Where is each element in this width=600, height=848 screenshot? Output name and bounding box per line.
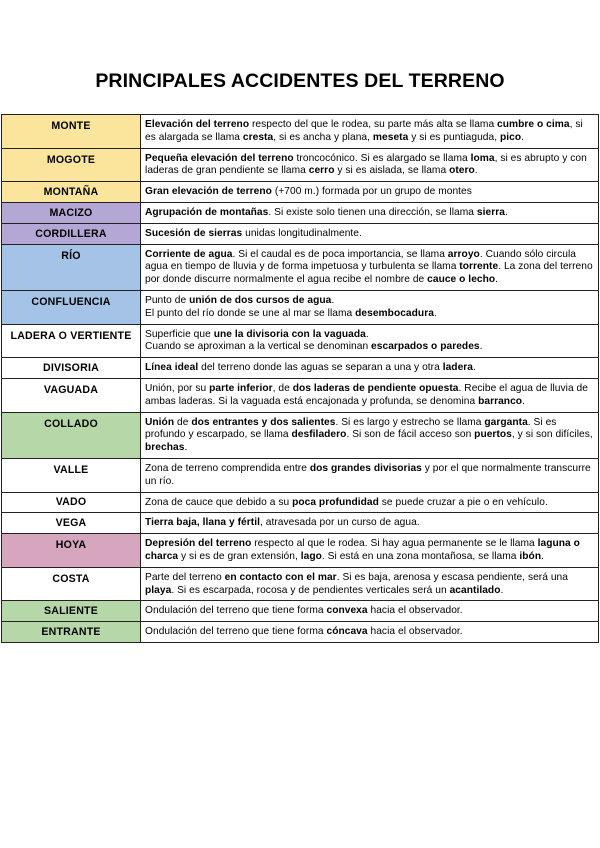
term-cell: CORDILLERA [2, 223, 141, 244]
definition-keyword: Agrupación de montañas [145, 206, 269, 218]
table-row [2, 223, 599, 244]
definition-keyword: desfiladero [291, 429, 347, 441]
definition-keyword: Línea ideal [145, 362, 199, 374]
definition-text: Zona de cauce que debido a su [145, 496, 293, 508]
term-cell: MONTE [2, 115, 141, 149]
definition-keyword: otero [449, 165, 475, 177]
definition-text: , si es ancha y plana, [273, 131, 373, 143]
definition-cell [141, 223, 599, 244]
table-row [2, 412, 599, 458]
definition-keyword: cerro [308, 165, 335, 177]
definition-text: . [365, 328, 369, 340]
definition-text: , si es abrupto y con laderas de gran pendiente se llama [145, 152, 587, 177]
definition-text: del terreno donde las aguas se separan a una y otra [198, 362, 443, 374]
term-cell: MACIZO [2, 202, 141, 223]
table-row [2, 182, 599, 203]
page-title: PRINCIPALES ACCIDENTES DEL TERRENO [95, 70, 505, 92]
definition-keyword: Elevación del terreno [145, 119, 250, 130]
definition-text: , si es alargada se llama [145, 119, 583, 143]
definition-text: . Si el caudal es de poca importancia, se llama [232, 248, 448, 260]
definition-keyword: ibón [519, 550, 542, 562]
definition-cell [141, 458, 599, 492]
definition-cell [141, 115, 599, 149]
definition-text: . [479, 341, 483, 353]
table-row [2, 567, 599, 601]
definition-text: se puede cruzar a pie o en vehículo. [378, 496, 548, 508]
definition-cell [141, 601, 599, 622]
definition-cell [141, 513, 599, 534]
definition-cell [141, 244, 599, 290]
definition-text: y si es aislada, se llama [334, 165, 450, 177]
definition-keyword: Depresión del terreno [145, 538, 252, 550]
definition-keyword: puertos [474, 429, 512, 441]
definition-text: Punto de [145, 294, 190, 306]
definition-text: . [495, 274, 499, 286]
definition-keyword: torrente [459, 261, 499, 273]
definition-text: . [500, 584, 504, 596]
definition-keyword: pico [500, 131, 522, 143]
definition-keyword: lago [300, 550, 322, 562]
term-cell: HOYA [2, 534, 141, 568]
terrain-table-body [2, 115, 599, 643]
table-row [2, 622, 599, 643]
definition-cell [141, 324, 599, 358]
definition-text: de [174, 416, 192, 428]
definition-text: hacia el observador. [367, 626, 463, 638]
definition-text: . Si es baja, arenosa y escasa pendiente, será una [336, 571, 568, 583]
definition-text: Unión, por su [145, 382, 210, 394]
definition-text: , atravesada por un curso de agua. [259, 517, 420, 529]
definition-text: Zona de terreno comprendida entre [145, 462, 310, 474]
term-cell: RÍO [2, 244, 141, 290]
definition-keyword: Unión [145, 416, 175, 428]
definition-keyword: parte inferior [209, 382, 273, 394]
definition-text: . Si es largo y estrecho se llama [335, 416, 485, 428]
definition-keyword: dos entrantes y dos salientes [191, 416, 336, 428]
definition-keyword: cresta [242, 131, 274, 143]
table-row [2, 290, 599, 324]
definition-keyword: Pequeña elevación del terreno [145, 152, 294, 164]
table-row [2, 202, 599, 223]
definition-text: unidas longitudinalmente. [242, 227, 362, 239]
definition-keyword: arroyo [447, 248, 480, 260]
definition-text: . [522, 395, 525, 407]
definition-text: Ondulación del terreno que tiene forma [145, 605, 327, 617]
definition-cell [141, 567, 599, 601]
table-row [2, 244, 599, 290]
table-row [2, 601, 599, 622]
definition-keyword: playa [145, 584, 172, 596]
definition-text: . Si es escarpada, rocosa y de pendientes verticales será un [171, 584, 450, 596]
definition-text: y si es de gran extensión, [178, 550, 301, 562]
definition-text: respecto del que le rodea, su parte más alta se llama [249, 119, 498, 130]
definition-text: y si es puntiaguda, [408, 131, 500, 143]
term-cell: MOGOTE [2, 148, 141, 182]
definition-text: respecto al que le rodea. Si hay agua permanente se le llama [251, 538, 538, 550]
term-cell: VEGA [2, 513, 141, 534]
definition-keyword: une la divisoria con la vaguada [213, 328, 366, 340]
definition-keyword: sierra [476, 206, 505, 218]
term-cell: COSTA [2, 567, 141, 601]
term-cell: VADO [2, 492, 141, 513]
definition-keyword: dos grandes divisorias [309, 462, 422, 474]
definition-cell [141, 622, 599, 643]
definition-keyword: Sucesión de sierras [145, 227, 243, 239]
table-row [2, 324, 599, 358]
definition-text: . [473, 362, 476, 374]
definition-text: Superficie que [145, 328, 214, 340]
definition-text: El punto del río donde se une al mar se llama [145, 307, 356, 319]
table-row [2, 378, 599, 412]
term-cell: LADERA O VERTIENTE [2, 324, 141, 358]
definition-text: . [433, 307, 437, 319]
definition-cell [141, 412, 599, 458]
definition-text: . [331, 294, 335, 306]
definition-keyword: cauce o lecho [427, 274, 496, 286]
table-row [2, 513, 599, 534]
term-cell: VALLE [2, 458, 141, 492]
definition-keyword: brechas [145, 442, 185, 454]
definition-keyword: meseta [372, 131, 409, 143]
definition-text: (+700 m.) formada por un grupo de montes [271, 186, 472, 198]
table-row [2, 492, 599, 513]
definition-keyword: laguna o charca [145, 538, 580, 562]
definition-text: . La zona del terreno por donde discurre normalmente el agua recibe el nombre de [145, 261, 593, 286]
term-cell: SALIENTE [2, 601, 141, 622]
definition-keyword: cumbre o cima [497, 119, 570, 130]
definition-cell [141, 358, 599, 379]
term-cell: COLLADO [2, 412, 141, 458]
definition-keyword: escarpados o paredes [371, 341, 480, 353]
definition-text: . Si son de fácil acceso son [346, 429, 475, 441]
definition-keyword: Corriente de agua [145, 248, 233, 260]
definition-keyword: Tierra baja, llana y fértil [145, 517, 260, 529]
table-row [2, 534, 599, 568]
definition-text: . [184, 442, 188, 454]
definition-keyword: loma [470, 152, 495, 164]
definition-keyword: dos laderas de pendiente opuesta [292, 382, 459, 394]
term-cell: VAGUADA [2, 378, 141, 412]
definition-text: Ondulación del terreno que tiene forma [145, 626, 327, 638]
definition-text: . Si está en una zona montañosa, se llama [321, 550, 520, 562]
definition-keyword: Gran elevación de terreno [145, 186, 272, 198]
table-row [2, 115, 599, 149]
terrain-table [1, 114, 599, 643]
definition-cell [141, 148, 599, 182]
definition-text: . [521, 131, 525, 143]
definition-cell [141, 290, 599, 324]
definition-keyword: unión de dos cursos de agua [189, 294, 332, 306]
term-cell: MONTAÑA [2, 182, 141, 203]
definition-text: Cuando se aproximan a la vertical se denominan [145, 341, 372, 353]
definition-text: . Si es profundo y escarpado, se llama [145, 416, 557, 441]
table-row [2, 148, 599, 182]
definition-keyword: poca profundidad [292, 496, 379, 508]
definition-text: hacia el observador. [367, 605, 463, 617]
definition-text: . [541, 550, 544, 562]
definition-keyword: acantilado [449, 584, 501, 596]
definition-keyword: barranco [478, 395, 523, 407]
table-row [2, 358, 599, 379]
term-cell: ENTRANTE [2, 622, 141, 643]
definition-text: Parte del terreno [145, 571, 225, 583]
term-cell: CONFLUENCIA [2, 290, 141, 324]
definition-text: troncocónico. Si es alargado se llama [293, 152, 471, 164]
definition-text: . [474, 165, 478, 177]
definition-keyword: convexa [326, 605, 368, 617]
definition-text: , y si son difíciles, [511, 429, 593, 441]
definition-cell [141, 378, 599, 412]
term-cell: DIVISORIA [2, 358, 141, 379]
definition-cell [141, 534, 599, 568]
definition-text: . [504, 206, 508, 218]
definition-keyword: garganta [484, 416, 528, 428]
definition-keyword: desembocadura [355, 307, 434, 319]
definition-text: . Cuando sólo circula agua en tiempo de lluvia y de forma impetuosa y turbulenta se llama [145, 248, 576, 273]
definition-text: , de [272, 382, 293, 394]
definition-cell [141, 492, 599, 513]
definition-keyword: en contacto con el mar [224, 571, 337, 583]
definition-cell [141, 182, 599, 203]
definition-keyword: cóncava [326, 626, 368, 638]
definition-cell [141, 202, 599, 223]
table-row [2, 458, 599, 492]
definition-text: . Recibe el agua de lluvia de ambas laderas. Si la vaguada está encajonada y profunda, se denomina [145, 382, 588, 407]
definition-text: . Si existe solo tienen una dirección, se llama [268, 206, 477, 218]
definition-text: y por el que normalmente transcurre un río. [145, 462, 591, 487]
definition-keyword: ladera [442, 362, 474, 374]
